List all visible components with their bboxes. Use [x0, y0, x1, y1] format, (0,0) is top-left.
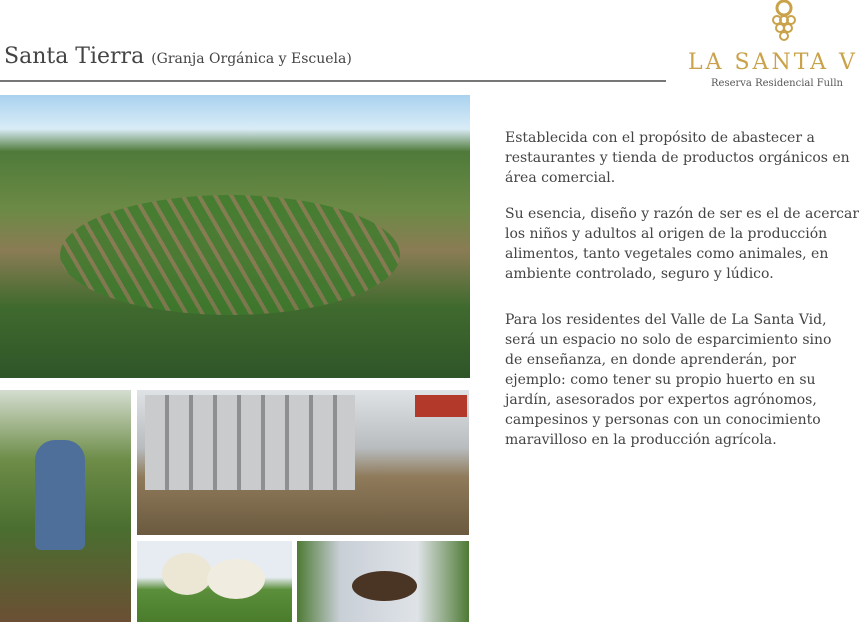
text-line: de enseñanza, en donde aprenderán, por — [505, 352, 796, 368]
paragraph-1 — [505, 128, 850, 188]
text-line: restaurantes y tienda de productos orgánicos en — [505, 150, 850, 166]
title-subtitle: (Granja Orgánica y Escuela) — [151, 51, 352, 67]
sheep-photo — [137, 541, 292, 622]
header-divider — [0, 80, 666, 82]
text-line: Establecida con el propósito de abastecer a — [505, 130, 815, 146]
text-line: ejemplo: como tener su propio huerto en su — [505, 372, 816, 388]
text-line: Para los residentes del Valle de La Santa Vid, — [505, 312, 827, 328]
child-garden-photo — [0, 390, 131, 622]
description-text — [505, 128, 859, 466]
paragraph-3 — [505, 310, 840, 450]
grape-logo-icon — [766, 0, 802, 44]
page-title — [4, 44, 352, 69]
text-line: campesinos y personas con un conocimiento — [505, 412, 821, 428]
aerial-farm-photo — [0, 95, 470, 378]
text-line: los niños y adultos al origen de la producción — [505, 226, 828, 242]
text-line: Su esencia, diseño y razón de ser es el de acercar — [505, 206, 859, 222]
text-line: jardín, asesorados por expertos agrónomos, — [505, 392, 817, 408]
title-main: Santa Tierra — [4, 44, 145, 69]
text-line: será un espacio no solo de esparcimiento sino — [505, 332, 832, 348]
paragraph-2 — [505, 204, 859, 284]
chickens-coop-photo — [137, 390, 469, 535]
text-line: alimentos, tanto vegetales como animales, en — [505, 246, 829, 262]
logo-tagline: Reserva Residencial Fulln — [711, 78, 843, 89]
text-line: ambiente controlado, seguro y lúdico. — [505, 266, 774, 282]
text-line: maravilloso en la producción agrícola. — [505, 432, 777, 448]
hands-soil-photo — [297, 541, 469, 622]
text-line: área comercial. — [505, 170, 616, 186]
logo-wordmark: LA SANTA V — [688, 50, 858, 75]
